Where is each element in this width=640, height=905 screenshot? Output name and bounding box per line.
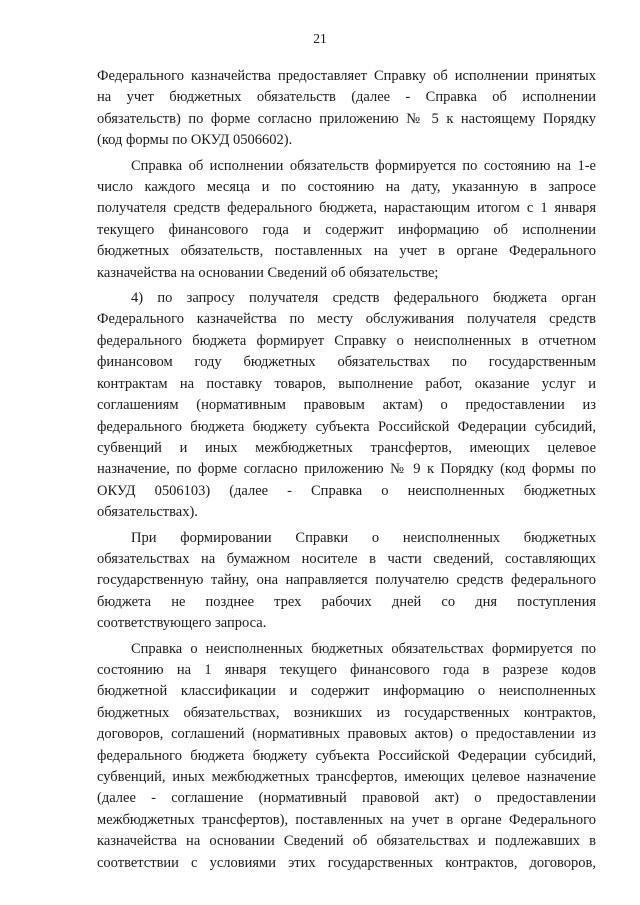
page-number: 21 (313, 31, 327, 46)
text-line: государственную тайну, она направляется получателю средств федерального (97, 572, 596, 589)
text-line: получателя средств федерального бюджета, нарастающим итогом с 1 января (97, 200, 596, 217)
text-line: ОКУД 0506103) (далее - Справка о неисполненных бюджетных (97, 482, 596, 499)
paragraph-4 (97, 528, 596, 635)
text-line: обязательствах на бумажном носителе в части сведений, составляющих (97, 550, 596, 567)
text-line: (далее - соглашение (нормативный правовой акт) о предоставлении (97, 790, 596, 807)
text-line: соответствующего запроса. (97, 615, 267, 632)
text-line: бюджетных обязательствах, возникших из государственных контрактов, (97, 704, 596, 721)
text-line: федерального бюджета бюджету субъекта Российской Федерации субсидий, (97, 418, 596, 435)
paragraph-2 (97, 156, 596, 284)
paragraph-1 (97, 66, 596, 152)
text-line: обязательствах). (97, 504, 198, 521)
text-line: состоянию на 1 января текущего финансового года в разрезе кодов (97, 661, 596, 678)
text-line: Федерального казначейства предоставляет Справку об исполнении принятых (97, 68, 596, 84)
text-line: (код формы по ОКУД 0506602). (97, 132, 293, 149)
text-line: финансовом году бюджетных обязательствах по государственным (97, 354, 596, 371)
text-line: При формировании Справки о неисполненных бюджетных (131, 529, 596, 546)
text-line: бюджета не позднее трех рабочих дней со дня поступления (97, 593, 596, 610)
text-line: назначение, по форме согласно приложению № 9 к Порядку (код формы по (97, 461, 596, 478)
text-line: субвенций, иных межбюджетных трансфертов, имеющих целевое назначение (97, 769, 596, 785)
text-line: Федерального казначейства по месту обслуживания получателя средств (97, 311, 596, 328)
text-line: межбюджетных трансфертов), поставленных на учет в органе Федерального (97, 811, 596, 828)
text-line: бюджетной классификации и содержит информацию о неисполненных (97, 683, 596, 700)
text-line: соглашениям (нормативным правовым актам) о предоставлении из (97, 397, 596, 414)
text-line: на учет бюджетных обязательств (далее - Справка об исполнении (97, 89, 596, 106)
text-line: бюджетных обязательств, поставленных на учет в органе Федерального (97, 243, 596, 260)
text-line: договоров, соглашений (нормативных правовых актов) о предоставлении из (97, 726, 596, 743)
text-line: число каждого месяца и по состоянию на дату, указанную в запросе (97, 179, 596, 196)
text-line: Справка об исполнении обязательств формируется по состоянию на 1-е (131, 157, 596, 174)
document-body (97, 66, 596, 874)
text-line: федерального бюджета бюджету субъекта Российской Федерации субсидий, (97, 747, 596, 764)
text-line: казначейства на основании Сведений об обязательстве; (97, 264, 439, 281)
text-line: казначейства на основании Сведений об обязательствах и подлежавших в (97, 833, 596, 850)
text-line: соответствии с условиями этих государственных контрактов, договоров, (97, 854, 596, 871)
paragraph-3 (97, 288, 596, 523)
text-line: Справка о неисполненных бюджетных обязательствах формируется по (131, 640, 596, 657)
text-line: субвенций и иных межбюджетных трансфертов, имеющих целевое (97, 439, 596, 456)
text-line: текущего финансового года и содержит информацию об исполнении (97, 221, 596, 238)
text-line: контрактам на поставку товаров, выполнение работ, оказание услуг и (97, 375, 596, 392)
text-line: обязательств) по форме согласно приложению № 5 к настоящему Порядку (97, 110, 596, 127)
paragraph-5 (97, 639, 596, 874)
text-line: федерального бюджета формирует Справку о неисполненных в отчетном (97, 332, 596, 349)
text-line: 4) по запросу получателя средств федерального бюджета орган (131, 290, 596, 307)
